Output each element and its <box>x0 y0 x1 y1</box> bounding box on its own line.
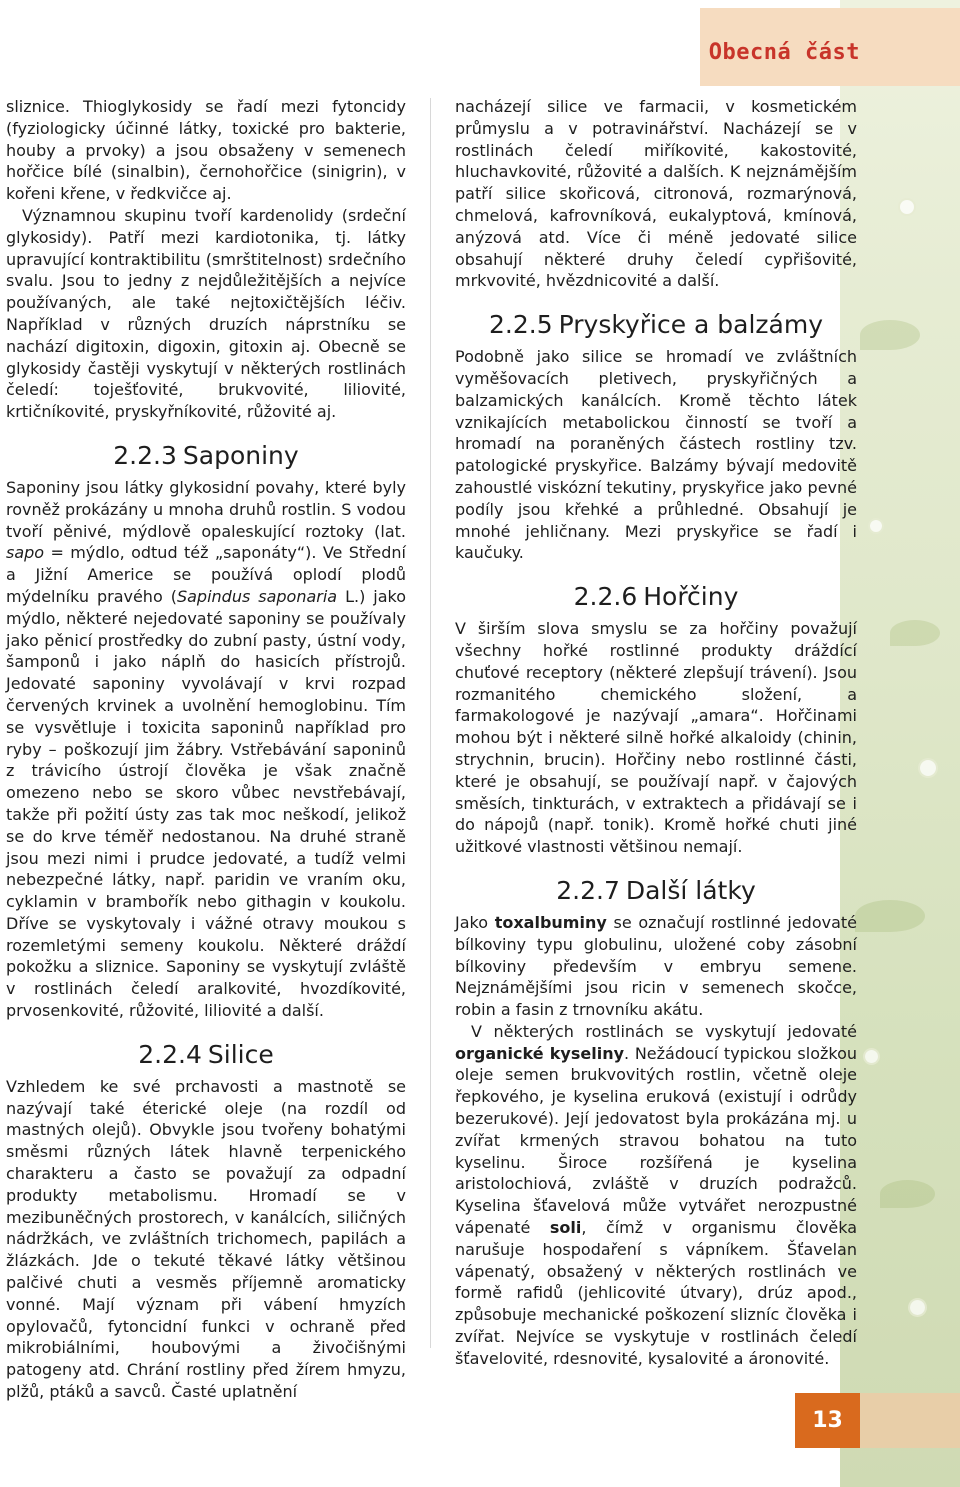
heading-dalsi-latky <box>455 876 857 906</box>
page-number-bar <box>860 1393 960 1448</box>
text-run: . Nežádoucí typickou složkou oleje semen brukvovitých rostlin, včetně oleje řepkového, je kyselina eruková (existují i odrůdy bezerukové). Její jedovatost byla prokázána mj. u zvířat krmených stravou bohatou na tuto kyselinu. Široce rozšířená je kyselina aristolochiová, zvláště v druzích podražců. Kyselina šťavelová může vytvářet nerozpustné vápenaté <box>455 1043 858 1238</box>
heading-number: 2.2.3 <box>113 440 177 470</box>
flower-decoration <box>920 760 936 776</box>
background-plants-photo <box>840 0 960 1487</box>
paragraph: sliznice. Thioglykosidy se řadí mezi fytoncidy (fyziologicky účinné látky, toxické pro bakterie, houby a prvoky) a jsou obsaženy v semenech hořčice bílé (sinalbin), černohořčice (sinigrin), v kořeni křene, v ředkvičce aj. <box>6 97 406 204</box>
leaf-decoration <box>860 320 920 350</box>
section-title: Obecná část <box>708 40 860 65</box>
heading-horciny <box>455 582 857 612</box>
italic-term: sapo <box>6 543 45 563</box>
flower-decoration <box>865 1050 878 1063</box>
heading-text: Saponiny <box>182 440 299 470</box>
paragraph <box>455 912 857 1021</box>
heading-saponiny <box>6 441 406 471</box>
paragraph <box>6 477 406 1022</box>
flower-decoration <box>870 520 882 532</box>
heading-number: 2.2.6 <box>573 582 638 612</box>
leaf-decoration <box>890 620 940 646</box>
left-column <box>6 96 406 1403</box>
heading-text: Silice <box>207 1039 274 1069</box>
bold-term: organické kyseliny <box>455 1043 625 1063</box>
text-run: Saponiny jsou látky glykosidní povahy, které byly rovněž prokázány u mnoha druhů rostlin. S vodou tvoří pěnivé, mýdlově opaleskující roztoky (lat. <box>6 477 406 541</box>
heading-text: Hořčiny <box>643 582 739 612</box>
leaf-decoration <box>855 900 925 932</box>
flower-decoration <box>910 1300 925 1315</box>
heading-text: Pryskyřice a balzámy <box>558 310 824 340</box>
text-run: V některých rostlinách se vyskytují jedovaté <box>471 1021 857 1041</box>
paragraph: Významnou skupinu tvoří kardenolidy (srdeční glykosidy). Patří mezi kardiotonika, tj. látky upravující kontraktibilitu (smrštitelnost) srdečního svalu. Jsou to jedny z nejdůležitějších a nejvíce používaných, ale také nejtoxičtějších léčiv. Například v různých druzích náprstníku se nachází digitoxin, digoxin, gitoxin aj. Obecně se glykosidy častěji vyskytují v některých rostlinách čeledí: toješťovité, brukvovité, liliovité, krtičníkovité, pryskyřníkovité, růžovité aj. <box>6 205 406 422</box>
leaf-decoration <box>880 1180 935 1208</box>
paragraph: V širším slova smyslu se za hořčiny považují všechny hořké rostlinné produkty dráždící chuťové receptory (některé zlepšují trávení). Jsou rozmanitého chemického složení, a farmakologové je nazývají „amara“. Hořčinami mohou být i některé silně hořké alkaloidy (chinin, strychnin, brucin). Hořčiny nebo rostlinné části, které je obsahují, se používají např. v čajových směsích, tinkturách, v extraktech a přidávají se i do nápojů (např. tonik). Kromě hořké chuti jiné užitkové vlastnosti většinou nemají. <box>455 619 857 857</box>
bold-term: toxalbuminy <box>494 912 607 932</box>
text-run: L.) jako mýdlo, některé nejedovaté saponiny se používaly jako pěnicí prostředky do zubní pasty, ústní vody, šamponů i jako náplň do hasicích přístrojů. Jedovaté saponiny vyvolávají v krvi rozpad červených krvinek a uvolnění hemoglobinu. Tím se vysvětluje i toxicita saponinů například pro ryby – poškozují jim žábry. Vstřebávání saponinů z trávicího ústrojí člověka je však značně omezeno nebo se skoro vůbec nevstřebávají, takže při požití ústy zas tak moc neškodí, jelikož se do krve téměř nedostanou. Na druhé straně jsou mezi nimi i prudce jedovaté, a tudíž velmi nebezpečné látky, např. paridin ve vraním oku, cyklamin v brambořík nebo githagin v koukolu. Dříve se vyskytovaly i vážné otravy moukou s rozemletými semeny koukolu. Některé dráždí pokožku a sliznice. Saponiny se vyskytují zvláště v rostlinách čeledí aralkovité, hvozdíkovité, prvosenkovité, růžovité, liliovité a další. <box>6 586 407 1021</box>
text-run: Jako <box>455 912 495 932</box>
page-number: 13 <box>795 1393 860 1448</box>
heading-number: 2.2.5 <box>488 310 553 340</box>
paragraph <box>455 1021 857 1370</box>
text-run: se označují rostlinné jedovaté bílkoviny typu globulinu, uložené coby zásobní bílkoviny především v embryu semene. Nejznámějšími jsou ricin v semenech skočce, robin a fasin z trnovníku akátu. <box>455 912 858 1020</box>
column-divider <box>430 98 431 1348</box>
paragraph: Podobně jako silice se hromadí ve zvláštních vyměšovacích pletivech, pryskyřičných a balzamických kanálcích. Kromě těchto látek vznikajících metabolickou činností se tvoří a hromadí na poraněných částech rostliny tzv. patologické pryskyřice. Balzámy bývají medovitě zahoustlé viskózní tekutiny, pryskyřice jako pevné podíly jsou křehké a průhledné. Obsahují je mnohé jehličnany. Mezi pryskyřice se řadí i kaučuky. <box>455 347 857 563</box>
right-column <box>455 96 857 1370</box>
paragraph: Vzhledem ke své prchavosti a mastnotě se nazývají také éterické oleje (na rozdíl od mastných olejů). Obvykle jsou tvořeny bohatými směsmi různých látek hlavně terpenického charakteru a často se považují za odpadní produkty metabolismu. Hromadí se v mezibuněčných prostorech, v kanálcích, siličných nádržkách, ve zvláštních trichomech, papilách a žlázkách. Jde o tekuté těkavé látky většinou palčivé chuti a vesměs příjemně aromaticky vonné. Mají význam při vábení hmyzích opylovačů, fytoncidní funkci v ochraně před mikrobiálními, houbovými a živočišnými patogeny atd. Chrání rostliny před žírem hmyzu, plžů, ptáků a savců. Časté uplatnění <box>6 1076 406 1402</box>
heading-pryskyrice <box>455 310 857 340</box>
heading-number: 2.2.4 <box>138 1039 202 1069</box>
italic-species: Sapindus saponaria <box>176 586 338 606</box>
heading-number: 2.2.7 <box>556 875 620 905</box>
text-run: = mýdlo, odtud též „saponáty“). Ve Střední a Jižní Americe se používá oplodí plodů mýdelníku pravého ( <box>6 543 406 606</box>
heading-text: Další látky <box>625 875 756 905</box>
paragraph: nacházejí silice ve farmacii, v kosmetickém průmyslu a v potravinářství. Nacházejí se v rostlinách čeledí miříkovité, kakostovité, hluchavkovité, růžovité a dalších. K nejznámějším patří silice skořicová, citronová, rozmarýnová, chmelová, kafrovníková, eukalyptová, kmínová, anýzová atd. Více či méně jedovaté silice obsahují některé druhy čeledí cypřišovité, mrkvovité, hvězdnicovité a další. <box>455 97 857 291</box>
heading-silice <box>6 1040 406 1070</box>
text-run: , čímž v organismu člověka narušuje hospodaření s vápníkem. Šťavelan vápenatý, obsažený v některých rostlinách ve formě rafidů (jehlicovité útvary), drúz apod., způsobuje mechanické poškození slizníc člověka i zvířat. Nejvíce se vyskytuje v rostlinách čeledí šťavelovité, rdesnovité, kysalovité a áronovité. <box>455 1218 858 1368</box>
flower-decoration <box>900 200 914 214</box>
bold-term: soli <box>549 1218 582 1238</box>
